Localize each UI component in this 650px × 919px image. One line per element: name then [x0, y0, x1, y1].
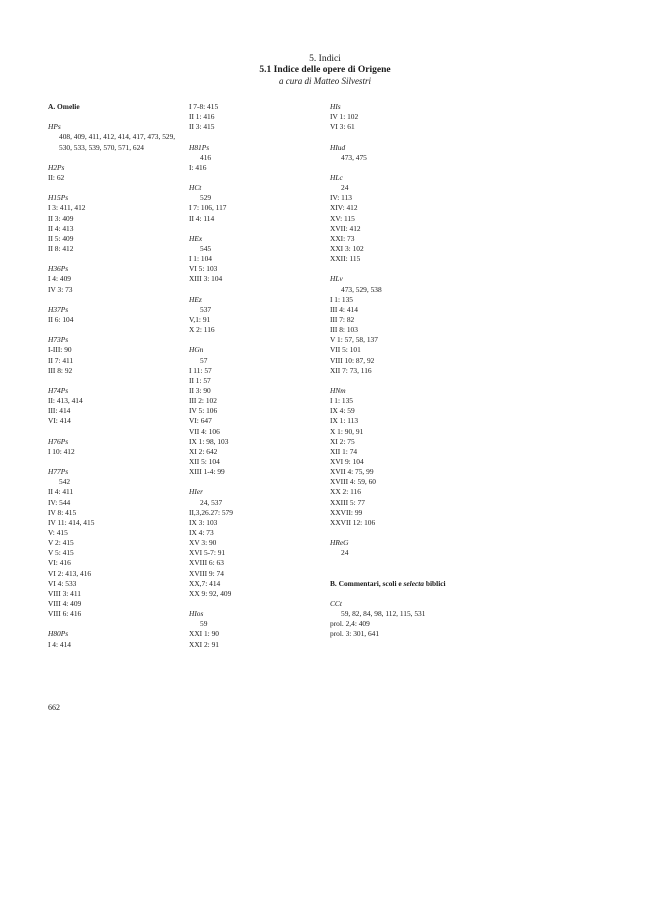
index-entry: III 8: 103	[330, 325, 358, 335]
index-entry: II 8: 412	[48, 244, 74, 253]
spacer	[189, 477, 329, 487]
spacer	[330, 376, 470, 386]
index-entry: XIII 3: 104	[189, 274, 223, 284]
index-entry: I-III: 90	[48, 345, 72, 355]
index-entry: XV 3: 90	[189, 538, 217, 548]
index-entry: IV 3: 73	[48, 284, 73, 294]
spacer	[330, 132, 470, 142]
index-entry: II 6: 104	[48, 314, 74, 324]
index-entry: XVI 9: 104	[330, 456, 364, 466]
index-entry: I 11: 57	[189, 365, 212, 375]
general-references: 24	[341, 548, 349, 558]
index-entry: IX 1: 98, 103	[189, 436, 229, 446]
section-title: 5.1 Indice delle opere di Origene	[259, 65, 391, 75]
work-heading: HNm	[330, 385, 346, 395]
index-entry: VIII 3: 411	[48, 588, 81, 598]
general-references: 529	[200, 193, 212, 203]
index-entry: XVII 4: 75, 99	[330, 467, 374, 477]
index-entry: IV 1: 102	[330, 112, 359, 122]
work-heading: HLc	[330, 173, 343, 182]
spacer	[48, 427, 188, 437]
spacer	[189, 224, 329, 234]
index-entry: XXII: 115	[330, 254, 361, 264]
index-entry: II 7: 411	[48, 355, 74, 365]
index-entry: XX 2: 116	[330, 487, 361, 497]
index-entry: V 5: 415	[48, 548, 74, 558]
spacer	[48, 376, 188, 386]
general-references: 545	[200, 244, 212, 253]
index-entry: IX 1: 113	[330, 416, 359, 426]
index-entry: IV: 113	[330, 193, 352, 203]
index-entry: XVIII 9: 74	[189, 568, 224, 578]
spacer	[48, 295, 188, 305]
index-entry: III 2: 102	[189, 396, 217, 406]
index-entry: VII 5: 101	[330, 345, 361, 355]
index-entry: IX 4: 59	[330, 406, 355, 416]
index-entry: VI 2: 413, 416	[48, 568, 92, 578]
work-heading: HIud	[330, 142, 346, 152]
index-entry: III 4: 414	[330, 304, 358, 314]
index-entry: V 2: 415	[48, 538, 74, 548]
index-entry: II 4: 114	[189, 213, 215, 223]
work-heading: H37Ps	[48, 304, 69, 314]
index-entry: XXI 3: 102	[330, 244, 364, 253]
work-heading: H36Ps	[48, 264, 69, 274]
chapter-title: 5. Indici	[309, 54, 341, 64]
index-entry: I 4: 414	[48, 639, 71, 649]
index-entry: XV: 115	[330, 213, 355, 223]
index-entry: XXI: 73	[330, 233, 355, 243]
index-entry: II 3: 409	[48, 213, 74, 223]
index-entry: VI: 647	[189, 416, 212, 426]
work-heading: H76Ps	[48, 436, 69, 446]
index-entry: XVIII 4: 59, 60	[330, 477, 376, 487]
index-entry: XVIII 6: 63	[189, 558, 224, 568]
spacer	[330, 528, 470, 538]
spacer	[48, 325, 188, 335]
index-entry: III 7: 82	[330, 315, 355, 324]
index-entry: XXVII: 99	[330, 507, 363, 517]
index-entry: VI: 416	[48, 558, 71, 568]
spacer	[189, 173, 329, 183]
section-author: a cura di Matteo Silvestri	[279, 76, 371, 86]
index-entry: V: 415	[48, 527, 68, 537]
general-references: 537	[200, 304, 212, 314]
spacer	[330, 558, 470, 568]
index-entry: II 3: 415	[189, 122, 215, 132]
spacer	[48, 619, 188, 629]
index-entry: I 7-8: 415	[189, 102, 219, 111]
index-entry: XVI 5-7: 91	[189, 548, 226, 558]
section-heading: A. Omelie	[48, 102, 80, 111]
index-entry: I 3: 411, 412	[48, 203, 86, 213]
index-entry: VI 3: 61	[330, 122, 355, 132]
index-entry: XXI 1: 90	[189, 629, 219, 639]
index-entry: VIII 6: 416	[48, 609, 82, 619]
spacer	[48, 254, 188, 264]
index-entry: II 4: 411	[48, 487, 74, 497]
index-entry: VI 4: 533	[48, 578, 77, 588]
index-entry: XIII 1-4: 99	[189, 467, 225, 477]
index-entry: prol. 3: 301, 641	[330, 629, 380, 639]
index-entry: XX 9: 92, 409	[189, 588, 232, 598]
index-entry: II 4: 413	[48, 223, 74, 233]
index-entry: I 7: 106, 117	[189, 203, 227, 213]
spacer	[189, 335, 329, 345]
work-heading: HGn	[189, 345, 204, 355]
spacer	[189, 285, 329, 295]
index-entry: X 1: 90, 91	[330, 426, 364, 436]
index-entry: IV 5: 106	[189, 406, 218, 416]
index-entry: XI 2: 642	[189, 446, 218, 456]
index-entry: XI 2: 75	[330, 436, 355, 446]
spacer	[189, 599, 329, 609]
work-heading: H74Ps	[48, 385, 69, 395]
spacer	[48, 112, 188, 122]
general-references: 24	[341, 183, 349, 193]
index-entry: V 1: 57, 58, 137	[330, 335, 378, 345]
section-heading-text: B. Commentari, scoli e	[330, 578, 404, 588]
index-entry: V,1: 91	[189, 315, 211, 325]
spacer	[48, 153, 188, 163]
index-entry: II: 62	[48, 173, 65, 183]
index-entry: IV: 544	[48, 497, 71, 507]
index-entry: I 10: 412	[48, 446, 75, 456]
index-entry: IX 3: 103	[189, 517, 218, 527]
index-entry: II: 413, 414	[48, 396, 83, 406]
index-entry: I: 416	[189, 162, 207, 172]
general-references: 473, 529, 538	[341, 284, 382, 294]
index-entry: XX,7: 414	[189, 578, 221, 588]
index-entry: VIII 10: 87, 92	[330, 355, 375, 365]
work-heading: HEz	[189, 294, 202, 304]
index-entry: XXI 2: 91	[189, 639, 219, 649]
index-entry: II 3: 90	[189, 386, 211, 396]
index-entry: X 2: 116	[189, 325, 215, 335]
index-column-2	[189, 102, 329, 650]
work-heading: CCt	[330, 598, 342, 608]
index-entry: IX 4: 73	[189, 528, 214, 537]
work-heading: HCt	[189, 183, 202, 193]
general-references: 416	[200, 152, 212, 162]
work-heading: HPs	[48, 122, 61, 132]
index-column-3	[330, 102, 470, 640]
index-entry: VIII 4: 409	[48, 598, 82, 608]
spacer	[189, 132, 329, 142]
index-column-1	[48, 102, 188, 650]
index-entry: IV 11: 414, 415	[48, 517, 95, 527]
general-references: 408, 409, 411, 412, 414, 417, 473, 529, 530, 533, 539, 570, 571, 624	[59, 132, 176, 152]
general-references: 59, 82, 84, 98, 112, 115, 531	[341, 609, 426, 619]
index-entry: IV 8: 415	[48, 507, 77, 517]
index-entry: I 1: 135	[330, 294, 353, 304]
index-entry: II 1: 416	[189, 112, 215, 122]
page-number: 662	[48, 703, 60, 712]
index-entry: XXVII 12: 106	[330, 517, 376, 527]
general-references: 473, 475	[341, 152, 367, 162]
work-heading: HReG	[330, 538, 349, 548]
work-heading: HIer	[189, 487, 203, 497]
work-heading: H77Ps	[48, 467, 69, 477]
index-entry: VII 4: 106	[189, 426, 220, 436]
spacer	[48, 457, 188, 467]
section-heading	[330, 579, 470, 589]
index-entry: I 1: 104	[189, 254, 212, 264]
spacer	[330, 163, 470, 173]
spacer	[48, 183, 188, 193]
work-heading: HIs	[330, 102, 341, 111]
section-heading-italic: selecta	[403, 578, 425, 588]
index-entry: XII 5: 104	[189, 457, 220, 466]
section-heading-text: biblici	[424, 578, 446, 588]
work-heading: HEx	[189, 233, 203, 243]
general-references: 59	[200, 619, 208, 629]
spacer	[330, 589, 470, 599]
spacer	[330, 569, 470, 579]
index-entry: I 4: 409	[48, 274, 71, 284]
general-references: 542	[59, 477, 71, 487]
work-heading: HIos	[189, 609, 204, 619]
index-entry: III: 414	[48, 406, 71, 416]
index-entry: VI: 414	[48, 416, 71, 426]
index-entry: prol. 2,4: 409	[330, 619, 370, 629]
index-entry: VI 5: 103	[189, 264, 218, 274]
index-entry: I 1: 135	[330, 396, 353, 406]
work-heading: HLv	[330, 274, 343, 284]
index-entry: III 8: 92	[48, 365, 73, 375]
index-entry: II 5: 409	[48, 233, 74, 243]
work-heading: H80Ps	[48, 629, 69, 639]
index-entry: XII 7: 73, 116	[330, 365, 372, 375]
general-references: 57	[200, 355, 208, 365]
index-entry: II 1: 57	[189, 375, 211, 385]
index-entry: XIV: 412	[330, 203, 358, 213]
general-references: 24, 537	[200, 497, 223, 507]
work-heading: H2Ps	[48, 162, 65, 172]
index-entry: XXIII 5: 77	[330, 497, 365, 507]
index-entry: II,3,26.27: 579	[189, 507, 233, 517]
index-entry: XII 1: 74	[330, 446, 358, 456]
index-entry: XVII: 412	[330, 223, 361, 233]
spacer	[330, 264, 470, 274]
work-heading: H15Ps	[48, 193, 69, 203]
work-heading: H81Ps	[189, 142, 210, 152]
work-heading: H73Ps	[48, 335, 69, 345]
